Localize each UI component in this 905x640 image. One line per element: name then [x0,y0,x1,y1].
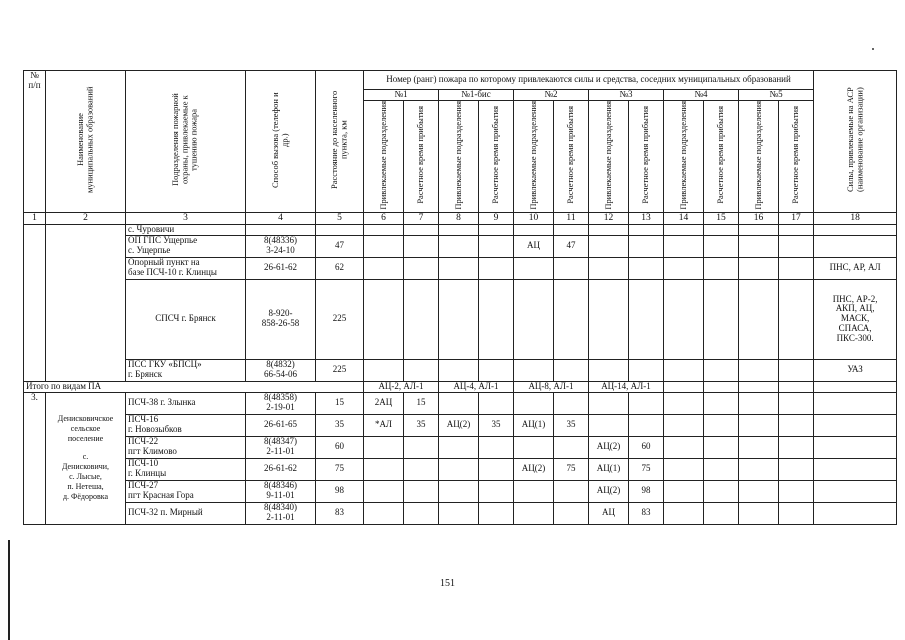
rank-cell: 35 [404,414,439,436]
call-method: 8(48340) 2-11-01 [246,502,316,524]
totals-rank-3: АЦ-14, АЛ-1 [589,381,664,392]
sub-units-header: Привлекаемые подразделения [514,100,554,213]
rank-cell: 75 [629,458,664,480]
rank-cell: *АЛ [364,414,404,436]
call-method: 8-920- 858-26-58 [246,279,316,359]
table-row [24,392,897,414]
distance: 75 [316,458,364,480]
page-number: 151 [440,578,455,589]
table-row [24,257,897,279]
col-num: 3 [126,213,246,224]
col-call-method-header: Способ вызова (телефон и др.) [246,71,316,213]
unit-name: ОП ГПС Ущерпье с. Ущерпье [126,235,246,257]
col-num: 10 [514,213,554,224]
table-row [24,414,897,436]
call-method: 8(48347) 2-11-01 [246,436,316,458]
col-asr-header: Силы, привлекаемые на АСР (наименование организации) [814,71,897,213]
col-num: 11 [554,213,589,224]
rank-2-header: №2 [514,90,589,101]
sub-units-header: Привлекаемые подразделения [439,100,479,213]
asr-forces: УАЗ [814,359,897,381]
distance: 47 [316,235,364,257]
rank-cell: АЦ(2) [439,414,479,436]
call-method: 8(48336) 3-24-10 [246,235,316,257]
col-num: 8 [439,213,479,224]
table-row [24,502,897,524]
col-num: 5 [316,213,364,224]
unit-name: Опорный пункт на базе ПСЧ-10 г. Клинцы [126,257,246,279]
asr-forces: ПНС, АР, АЛ [814,257,897,279]
totals-row [24,381,897,392]
rank-cell: АЦ(2) [589,480,629,502]
rank-cell: 83 [629,502,664,524]
rank-cell: АЦ [589,502,629,524]
row-number: 3. [24,392,46,524]
municipality-name: Денисковичское сельское поселение с. Денисковичи, с. Лысые, п. Нетеша, д. Фёдоровка [46,392,126,524]
distance: 83 [316,502,364,524]
col-num: 12 [589,213,629,224]
settlement-name: с. Чуровичи [126,224,246,235]
col-num: 14 [664,213,704,224]
totals-rank-1bis: АЦ-4, АЛ-1 [439,381,514,392]
totals-rank-1: АЦ-2, АЛ-1 [364,381,439,392]
sub-time-header: Расчетное время прибытия [704,100,739,213]
rank-cell: АЦ(1) [514,414,554,436]
rank-cell: 35 [554,414,589,436]
table-row [24,458,897,480]
call-method: 8(48346) 9-11-01 [246,480,316,502]
sub-time-header: Расчетное время прибытия [404,100,439,213]
col-num: 9 [479,213,514,224]
cell-empty [46,224,126,381]
rank-cell: АЦ(1) [589,458,629,480]
distance: 98 [316,480,364,502]
table-row [24,359,897,381]
column-number-row [24,213,897,224]
col-number-header: № п/п [24,71,46,213]
cell-empty [24,224,46,381]
table-row [24,224,897,235]
rank-4-header: №4 [664,90,739,101]
sub-units-header: Привлекаемые подразделения [364,100,404,213]
rank-cell: 60 [629,436,664,458]
unit-name: ПСЧ-27 пгт Красная Гора [126,480,246,502]
call-method: 26-61-65 [246,414,316,436]
rank-cell: 35 [479,414,514,436]
distance: 62 [316,257,364,279]
margin-rule [8,540,10,640]
unit-name: ПСС ГКУ «БПСЦ» г. Брянск [126,359,246,381]
rank-3-header: №3 [589,90,664,101]
sub-units-header: Привлекаемые подразделения [739,100,779,213]
col-num: 1 [24,213,46,224]
totals-rank-2: АЦ-8, АЛ-1 [514,381,589,392]
rank-cell: 75 [554,458,589,480]
col-num: 2 [46,213,126,224]
totals-label: Итого по видам ПА [24,381,364,392]
table-row [24,436,897,458]
distance: 225 [316,359,364,381]
rank-cell: АЦ [514,235,554,257]
sub-time-header: Расчетное время прибытия [629,100,664,213]
rank-cell: 15 [404,392,439,414]
unit-name: ПСЧ-22 пгт Климово [126,436,246,458]
scan-speck [872,48,874,50]
col-num: 4 [246,213,316,224]
call-method: 26-61-62 [246,458,316,480]
header-row-1 [24,71,897,90]
rank-cell: АЦ(2) [589,436,629,458]
rank-group-header: Номер (ранг) пожара по которому привлекаются силы и средства, соседних муниципальных образований [364,71,814,90]
rank-5-header: №5 [739,90,814,101]
sub-time-header: Расчетное время прибытия [479,100,514,213]
table-row [24,235,897,257]
col-unit-header: Подразделения пожарной охраны, привлекаемые к тушению пожара [126,71,246,213]
unit-name: СПСЧ г. Брянск [126,279,246,359]
rank-1bis-header: №1-бис [439,90,514,101]
sub-time-header: Расчетное время прибытия [554,100,589,213]
distance: 225 [316,279,364,359]
call-method: 8(4832) 66-54-06 [246,359,316,381]
fire-forces-table [23,70,897,525]
unit-name: ПСЧ-38 г. Злынка [126,392,246,414]
col-municipality-header: Наименование муниципальных образований [46,71,126,213]
distance: 35 [316,414,364,436]
rank-cell: 98 [629,480,664,502]
col-distance-header: Расстояние до населенного пункта, км [316,71,364,213]
rank-cell: АЦ(2) [514,458,554,480]
col-num: 16 [739,213,779,224]
distance: 60 [316,436,364,458]
col-num: 17 [779,213,814,224]
call-method: 26-61-62 [246,257,316,279]
call-method: 8(48358) 2-19-01 [246,392,316,414]
sub-units-header: Привлекаемые подразделения [589,100,629,213]
col-num: 18 [814,213,897,224]
distance: 15 [316,392,364,414]
col-num: 13 [629,213,664,224]
rank-1-header: №1 [364,90,439,101]
col-num: 7 [404,213,439,224]
asr-forces: ПНС, АР-2, АКП, АЦ, МАСК, СПАСА, ПКС-300. [814,279,897,359]
unit-name: ПСЧ-32 п. Мирный [126,502,246,524]
sub-time-header: Расчетное время прибытия [779,100,814,213]
table-row [24,480,897,502]
sub-units-header: Привлекаемые подразделения [664,100,704,213]
table-row [24,279,897,359]
rank-cell: 2АЦ [364,392,404,414]
col-num: 15 [704,213,739,224]
rank-cell: 47 [554,235,589,257]
unit-name: ПСЧ-16 г. Новозыбков [126,414,246,436]
unit-name: ПСЧ-10 г. Клинцы [126,458,246,480]
col-num: 6 [364,213,404,224]
